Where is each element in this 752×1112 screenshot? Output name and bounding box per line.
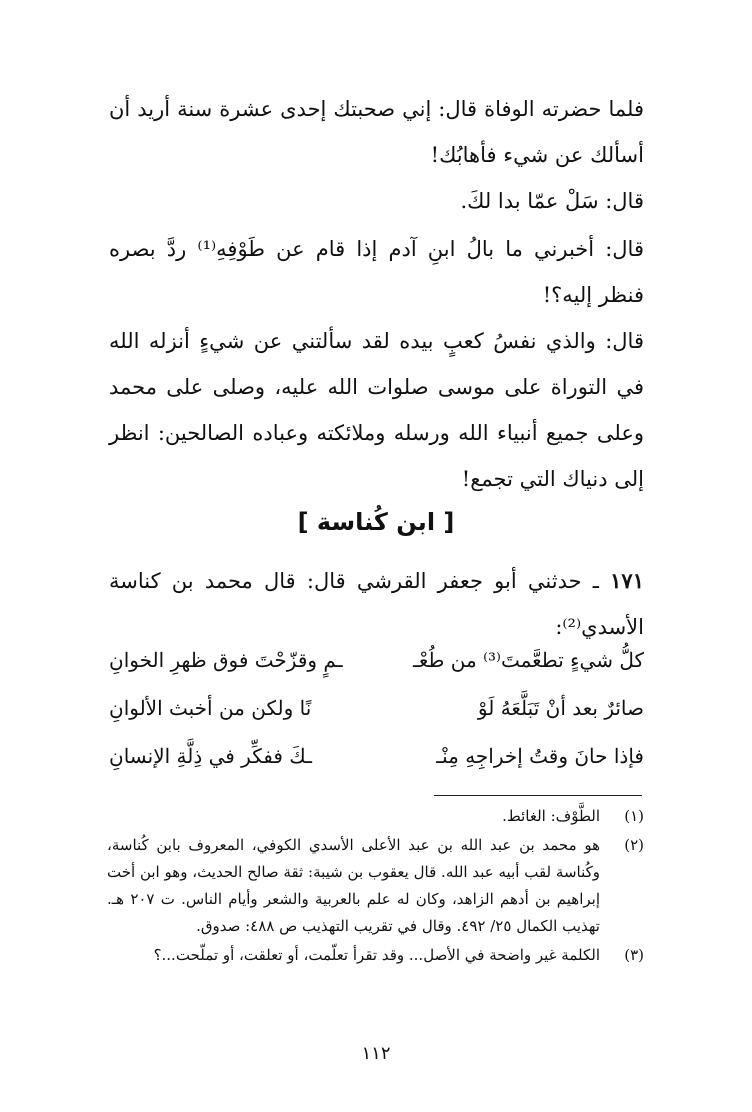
verse-first-hemistich: فإذا حانَ وقتُ إخراجِهِ مِنْـ [436,744,644,768]
footnote-number: (٣) [624,946,644,964]
paragraph-4: قال: والذي نفسُ كعبٍ بيده لقد سألتني عن شيءٍ أنزله الله في التوراة على موسى صلوات الله عليه، وصلى على محمد وعلى جميع أنبياء الله ورسله وملائكته وعباده الصالحين: انظر إلى دنياك التي تجمع! [109,329,644,491]
poem [109,636,644,780]
poem-verse [109,732,644,780]
poem-verse [109,636,644,684]
verse-first-hemistich: صائرٌ بعد أنْ تَبَلَّعَهُ لَوْ [477,696,644,720]
paragraph-3: قال: أخبرني ما بالُ ابنِ آدم إذا قام عن طَوْفِهِ⁽¹⁾ ردَّ بصره فنظر إليه؟! [109,237,644,307]
footnote-number: (٢) [624,836,644,854]
verse-second-hemistich: نًا ولكن من أخبث الألوانِ [109,696,312,720]
poem-verse [109,684,644,732]
footnote-text: الطَّوْف: الغائط. [502,807,600,825]
paragraph-1: فلما حضرته الوفاة قال: إني صحبتك إحدى عشرة سنة أريد أن أسألك عن شيء فأهابُك! [109,97,644,167]
entry-number: ١٧١ [610,568,644,593]
footnote-text: هو محمد بن عبد الله بن عبد الأعلى الأسدي الكوفي، المعروف بابن كُناسة، وكُناسة لقب أبيه عبد الله. قال يعقوب بن شيبة: ثقة صالح الحديث، وهو ابن أخت إبراهيم بن أدهم الزاهد، وكان له علم بالعربية والشعر وأيام الناس. ت ٢٠٧ هـ. تهذيب الكمال ٢٥/ ٤٩٢. وقال في تقريب التهذيب ص ٤٨٨: صدوق. [107,836,601,935]
footnote [107,832,644,940]
entry-text: ـ حدثني أبو جعفر القرشي قال: قال محمد بن كناسة الأسدي⁽²⁾: [109,569,644,639]
page-number: ١١٢ [361,1043,391,1064]
footnote-number: (١) [624,807,644,825]
verse-second-hemistich: ـمٍ وقزّحْتَ فوق ظهرِ الخوانِ [109,648,343,672]
footnote [107,942,644,969]
verse-first-hemistich: كلُّ شيءٍ تطعَّمتَ⁽³⁾ من طُعْـ [413,648,644,672]
footnote-separator [434,795,642,796]
section-heading: [ ابن كُناسة ] [297,508,455,536]
footnote [107,803,644,830]
footnotes [107,803,644,971]
paragraph-2: قال: سَلْ عمّا بدا لكَ. [460,189,644,213]
footnote-text: الكلمة غير واضحة في الأصل... وقد تقرأ تعلّمت، أو تعلقت، أو تملّحت...؟ [153,946,600,964]
verse-second-hemistich: ـكَ ففكِّر في ذِلَّةِ الإنسانِ [109,744,313,768]
